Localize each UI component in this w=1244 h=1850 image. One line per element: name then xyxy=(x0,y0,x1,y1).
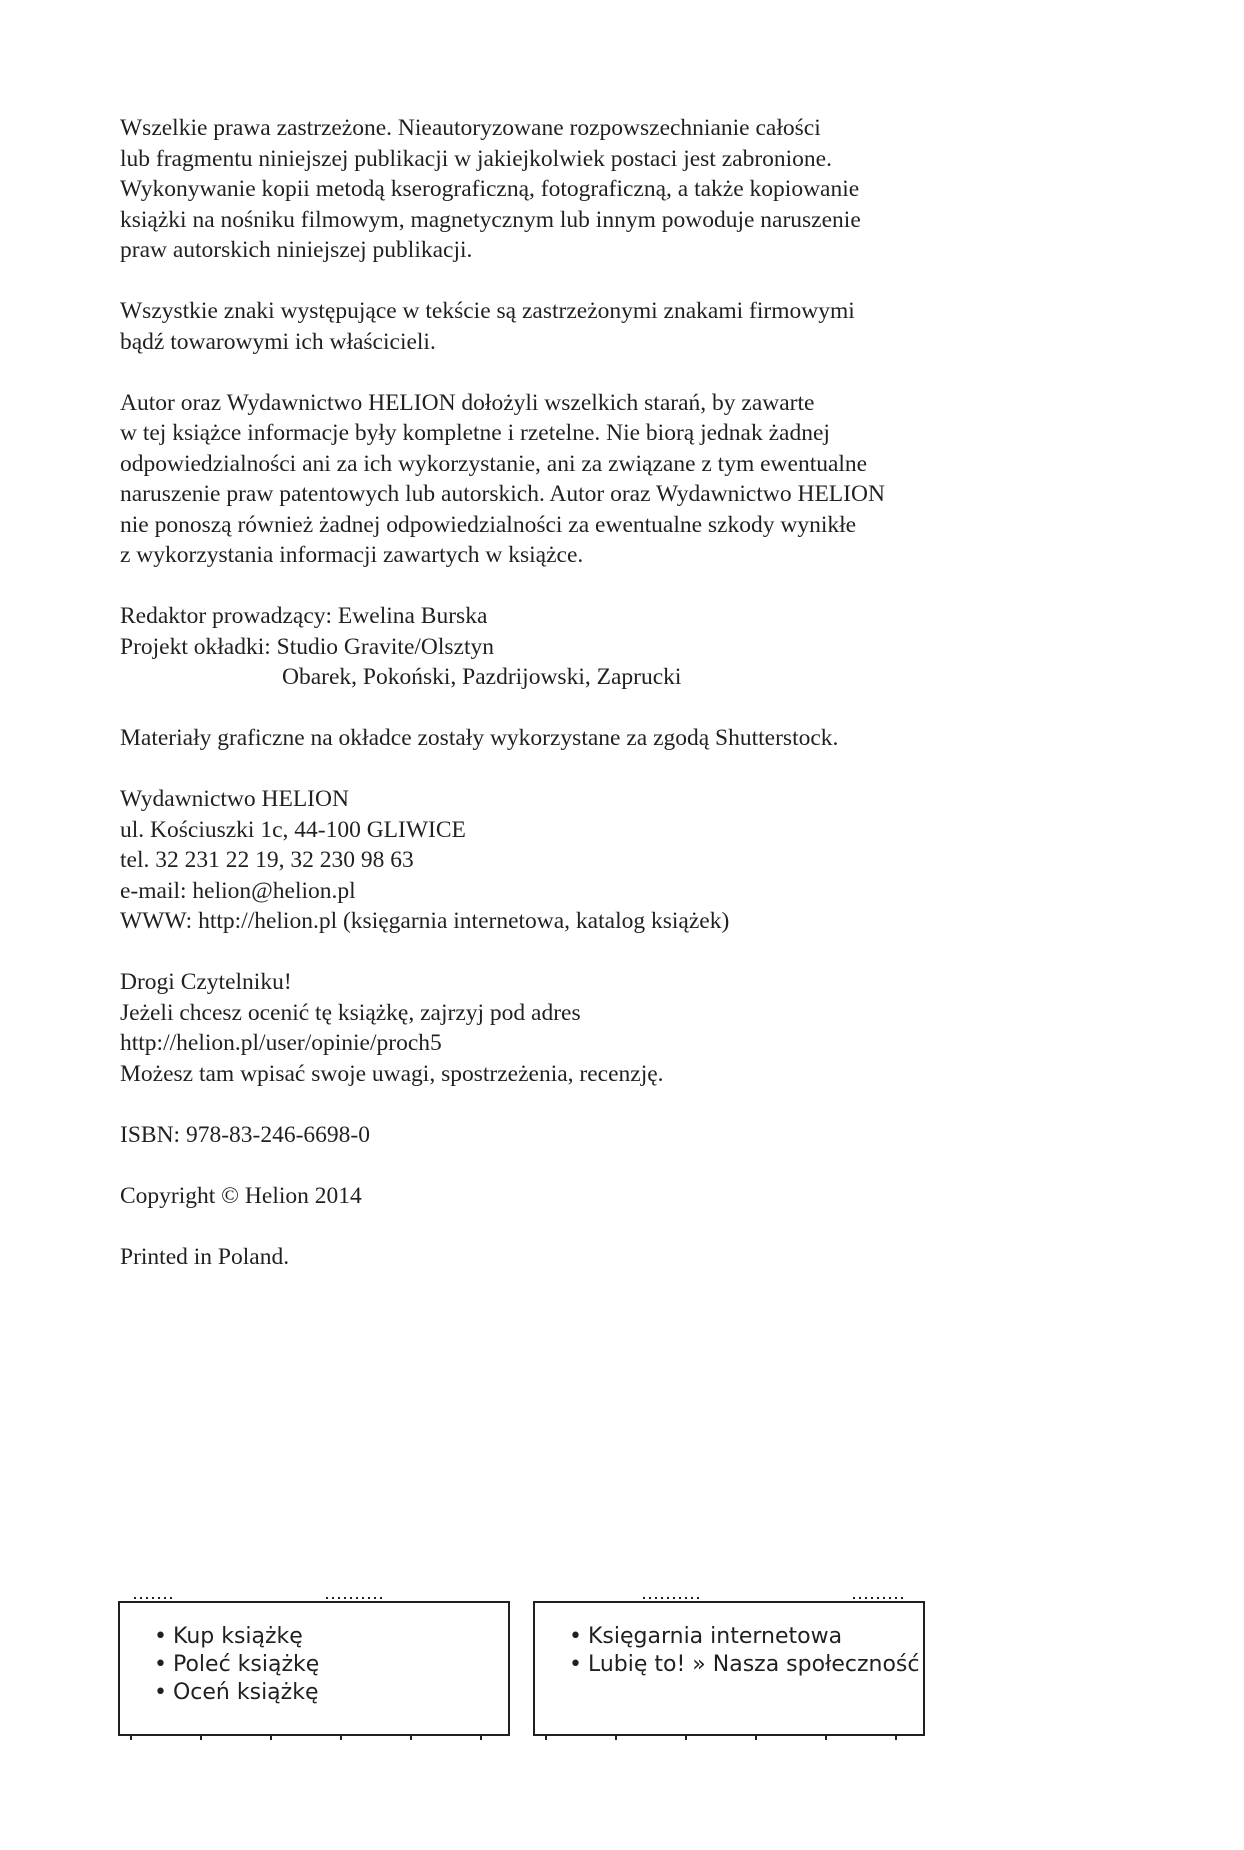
publisher-www: WWW: http://helion.pl (księgarnia internetowa, katalog książek) xyxy=(120,908,730,934)
text-line: nie ponoszą również żadnej odpowiedzialności za ewentualne szkody wynikłe xyxy=(120,511,857,538)
opinion-url: http://helion.pl/user/opinie/proch5 xyxy=(120,1030,442,1056)
text-line: w tej książce informacje były kompletne i rzetelne. Nie biorą jednak żadnej xyxy=(120,420,830,446)
text-line: odpowiedzialności ani za ich wykorzystanie, ani za związane z tym ewentualne xyxy=(120,450,868,477)
text-line: naruszenie praw patentowych lub autorskich. Autor oraz Wydawnictwo HELION xyxy=(120,481,885,507)
dotted-border xyxy=(120,1597,508,1601)
text-line: Wszelkie prawa zastrzeżone. Nieautoryzowane rozpowszechnianie całości xyxy=(120,115,821,141)
community-list xyxy=(535,1603,923,1679)
rate-book-link[interactable]: • Oceń książkę xyxy=(154,1680,319,1705)
trademarks-paragraph xyxy=(120,296,1120,357)
publisher-name: Wydawnictwo HELION xyxy=(120,786,349,812)
online-bookstore-link[interactable]: • Księgarnia internetowa xyxy=(569,1624,843,1649)
imprint-text xyxy=(120,113,1120,1303)
buy-book-link[interactable]: • Kup książkę xyxy=(154,1624,303,1649)
text-line: książki na nośniku filmowym, magnetycznym lub innym powoduje naruszenie xyxy=(120,206,861,233)
community-box xyxy=(533,1601,925,1736)
graphics-paragraph xyxy=(120,723,1120,754)
publisher-phone: tel. 32 231 22 19, 32 230 98 63 xyxy=(120,847,414,873)
dotted-border xyxy=(535,1736,923,1740)
printed-paragraph xyxy=(120,1242,1120,1273)
text-line: praw autorskich niniejszej publikacji. xyxy=(120,237,473,263)
printed-in: Printed in Poland. xyxy=(120,1243,290,1270)
reader-paragraph xyxy=(120,967,1120,1089)
dotted-border xyxy=(120,1736,508,1740)
text-line: Wszystkie znaki występujące w tekście są zastrzeżonymi znakami firmowymi xyxy=(120,298,855,324)
like-community-link[interactable]: • Lubię to! » Nasza społeczność xyxy=(569,1652,920,1677)
text-line: bądź towarowymi ich właścicieli. xyxy=(120,328,436,355)
text-line: Możesz tam wpisać swoje uwagi, spostrzeżenia, recenzję. xyxy=(120,1060,664,1087)
publisher-address: ul. Kościuszki 1c, 44-100 GLIWICE xyxy=(120,816,466,843)
editor-line: Redaktor prowadzący: Ewelina Burska xyxy=(120,603,488,629)
cover-design-names: Obarek, Pokoński, Pazdrijowski, Zaprucki xyxy=(282,664,682,690)
copyright: Copyright © Helion 2014 xyxy=(120,1182,362,1209)
book-actions-list xyxy=(120,1603,508,1707)
text-line: Drogi Czytelniku! xyxy=(120,969,292,995)
isbn: ISBN: 978-83-246-6698-0 xyxy=(120,1121,370,1148)
text-line: Materiały graficzne na okładce zostały wykorzystane za zgodą Shutterstock. xyxy=(120,725,839,751)
text-line: Autor oraz Wydawnictwo HELION dołożyli wszelkich starań, by zawarte xyxy=(120,389,815,416)
publisher-paragraph xyxy=(120,784,1120,937)
text-line: lub fragmentu niniejszej publikacji w jakiejkolwiek postaci jest zabronione. xyxy=(120,145,832,172)
isbn-paragraph xyxy=(120,1120,1120,1151)
text-line: Wykonywanie kopii metodą kserograficzną, fotograficzną, a także kopiowanie xyxy=(120,176,860,202)
copyright-paragraph xyxy=(120,1181,1120,1212)
cover-design-line: Projekt okładki: Studio Gravite/Olsztyn xyxy=(120,633,495,660)
dotted-border xyxy=(535,1597,923,1601)
recommend-book-link[interactable]: • Poleć książkę xyxy=(154,1652,320,1677)
publisher-email: e-mail: helion@helion.pl xyxy=(120,877,356,904)
rights-paragraph xyxy=(120,113,1120,266)
text-line: Jeżeli chcesz ocenić tę książkę, zajrzyj pod adres xyxy=(120,999,581,1026)
text-line: z wykorzystania informacji zawartych w książce. xyxy=(120,542,584,568)
credits-paragraph xyxy=(120,601,1120,693)
disclaimer-paragraph xyxy=(120,388,1120,571)
book-actions-box xyxy=(118,1601,510,1736)
